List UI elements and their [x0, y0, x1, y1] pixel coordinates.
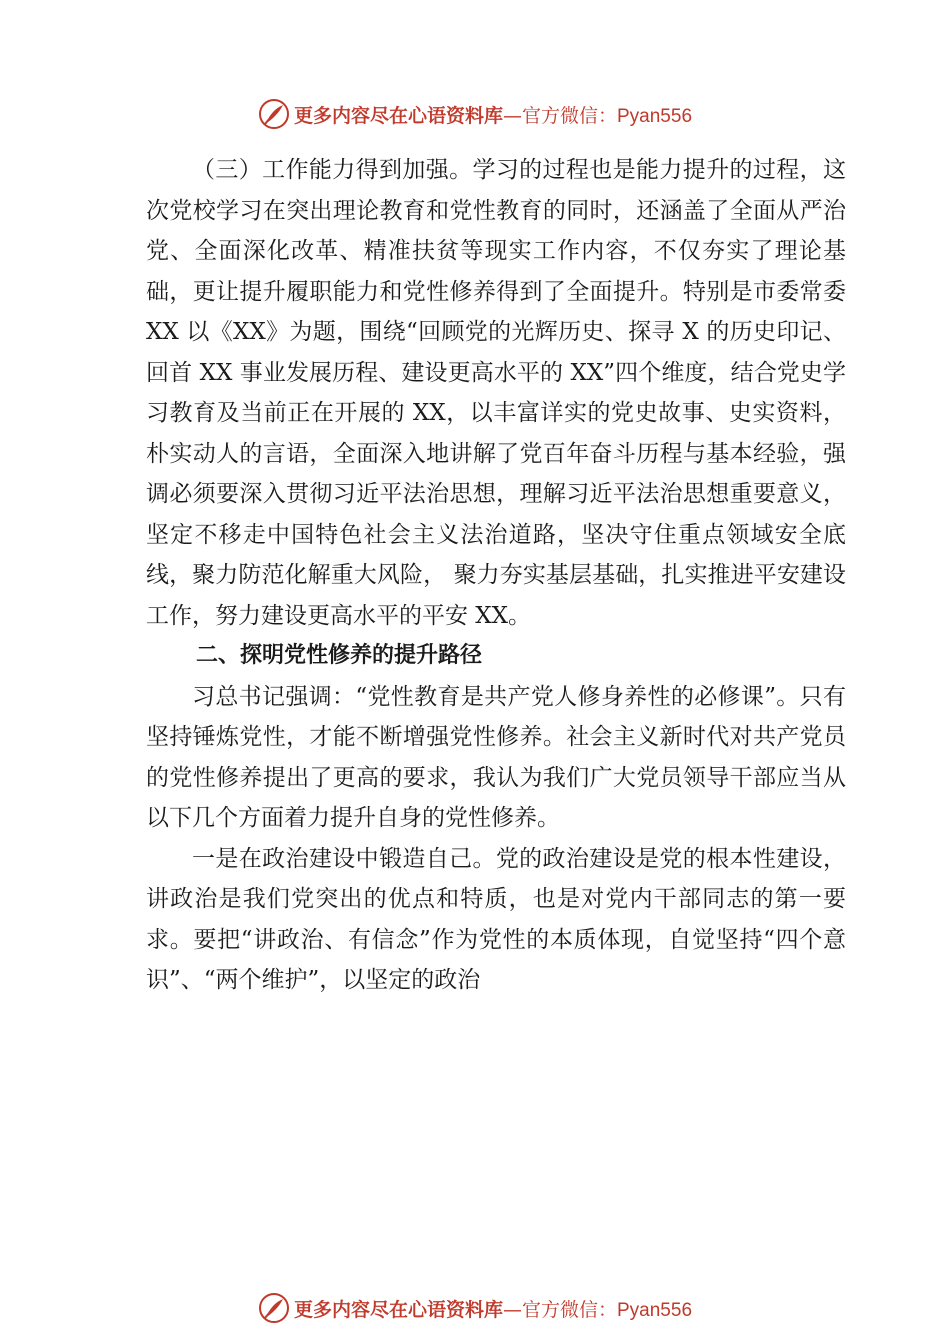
watermark-separator: —: [502, 1298, 522, 1321]
header-watermark: [0, 94, 950, 134]
document-body: [146, 150, 846, 1001]
paragraph-political-building: 一是在政治建设中锻造自己。党的政治建设是党的根本性建设，讲政治是我们党突出的优点和特质，也是对党内干部同志的第一要求。要把“讲政治、有信念”作为党性的本质体现，自觉坚持“四个意识”、“两个维护”，以坚定的政治: [146, 845, 846, 993]
feather-pen-logo-icon: [258, 1292, 290, 1324]
watermark-main: 更多内容尽在心语资料库: [293, 1298, 503, 1321]
paragraph-party-education: 习总书记强调：“党性教育是共产党人修身养性的必修课”。只有坚持锤炼党性，才能不断增强党性修养。社会主义新时代对共产党员的党性修养提出了更高的要求，我认为我们广大党员领导干部应当从以下几个方面着力提升自身的党性修养。: [146, 683, 846, 831]
watermark-separator: —: [502, 104, 522, 127]
footer-watermark: [0, 1288, 950, 1328]
watermark-sub: 官方微信：: [521, 104, 617, 127]
paragraph-work-ability: （三）工作能力得到加强。学习的过程也是能力提升的过程，这次党校学习在突出理论教育和党性教育的同时，还涵盖了全面从严治党、全面深化改革、精准扶贫等现实工作内容，不仅夯实了理论基础，更让提升履职能力和党性修养得到了全面提升。特别是市委常委 XX 以《XX》为题，围绕“回顾党的光辉历史、探寻 X 的历史印记、回首 XX 事业发展历程、建设更高水平的 XX”四个维度，结合党史学习教育及当前正在开展的 XX，以丰富详实的党史故事、史实资料，朴实动人的言语，全面深入地讲解了党百年奋斗历程与基本经验，强调必须要深入贯彻习近平法治思想，理解习近平法治思想重要意义，坚定不移走中国特色社会主义法治道路，坚决守住重点领域安全底线，聚力防范化解重大风险， 聚力夯实基层基础，扎实推进平安建设工作，努力建设更高水平的平安 XX。: [146, 157, 846, 629]
feather-pen-logo-icon: [258, 98, 290, 130]
watermark-id: Pyan556: [617, 1299, 693, 1321]
watermark-main: 更多内容尽在心语资料库: [293, 104, 503, 127]
watermark-id: Pyan556: [617, 105, 693, 127]
section-heading-2: 二、探明党性修养的提升路径: [196, 643, 483, 668]
watermark-text: [294, 101, 692, 128]
watermark-text: [294, 1295, 692, 1322]
watermark-sub: 官方微信：: [521, 1298, 617, 1321]
